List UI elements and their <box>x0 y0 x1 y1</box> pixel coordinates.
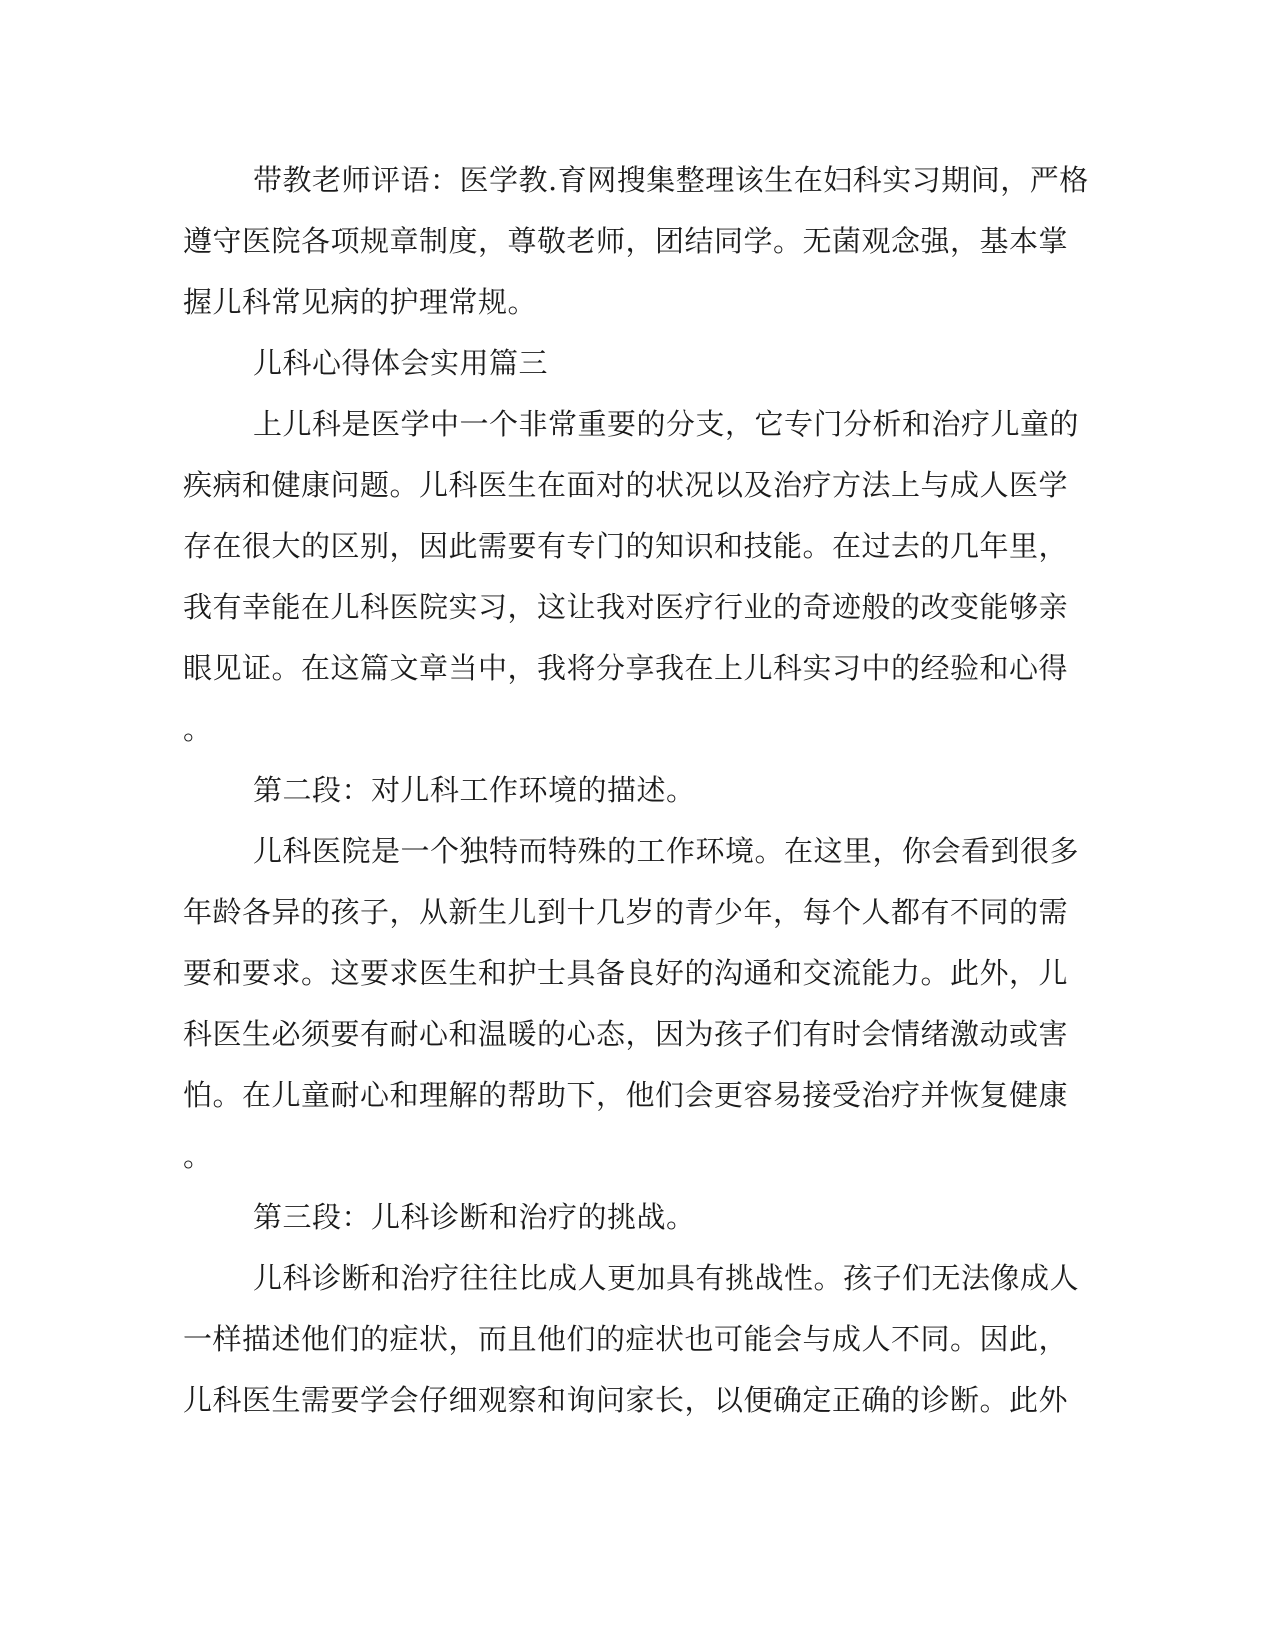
document-body <box>183 150 1089 1431</box>
text-line: 握儿科常见病的护理常规。 <box>183 285 538 319</box>
text-line: 。 <box>183 712 213 746</box>
text-line: 儿科医生需要学会仔细观察和询问家长，以便确定正确的诊断。此外 <box>183 1383 1069 1417</box>
text-line: 儿科诊断和治疗往往比成人更加具有挑战性。孩子们无法像成人 <box>253 1261 1080 1295</box>
text-line: 带教老师评语：医学教.育网搜集整理该生在妇科实习期间，严格 <box>253 163 1089 197</box>
text-line: 上儿科是医学中一个非常重要的分支，它专门分析和治疗儿童的 <box>253 407 1080 441</box>
text-line: 儿科医院是一个独特而特殊的工作环境。在这里，你会看到很多 <box>253 834 1080 868</box>
text-line: 科医生必须要有耐心和温暖的心态，因为孩子们有时会情绪激动或害 <box>183 1017 1069 1051</box>
section-heading: 第二段：对儿科工作环境的描述。 <box>253 773 696 807</box>
text-line: 疾病和健康问题。儿科医生在面对的状况以及治疗方法上与成人医学 <box>183 468 1069 502</box>
text-line: 。 <box>183 1139 213 1173</box>
text-line: 年龄各异的孩子，从新生儿到十几岁的青少年，每个人都有不同的需 <box>183 895 1069 929</box>
text-line: 存在很大的区别，因此需要有专门的知识和技能。在过去的几年里， <box>183 529 1069 563</box>
text-line: 我有幸能在儿科医院实习，这让我对医疗行业的奇迹般的改变能够亲 <box>183 590 1069 624</box>
text-line: 眼见证。在这篇文章当中，我将分享我在上儿科实习中的经验和心得 <box>183 651 1069 685</box>
text-line: 一样描述他们的症状，而且他们的症状也可能会与成人不同。因此， <box>183 1322 1069 1356</box>
section-heading: 第三段：儿科诊断和治疗的挑战。 <box>253 1200 696 1234</box>
text-line: 怕。在儿童耐心和理解的帮助下，他们会更容易接受治疗并恢复健康 <box>183 1078 1069 1112</box>
text-line: 遵守医院各项规章制度，尊敬老师，团结同学。无菌观念强，基本掌 <box>183 224 1069 258</box>
section-heading: 儿科心得体会实用篇三 <box>253 346 549 380</box>
text-line: 要和要求。这要求医生和护士具备良好的沟通和交流能力。此外，儿 <box>183 956 1069 990</box>
